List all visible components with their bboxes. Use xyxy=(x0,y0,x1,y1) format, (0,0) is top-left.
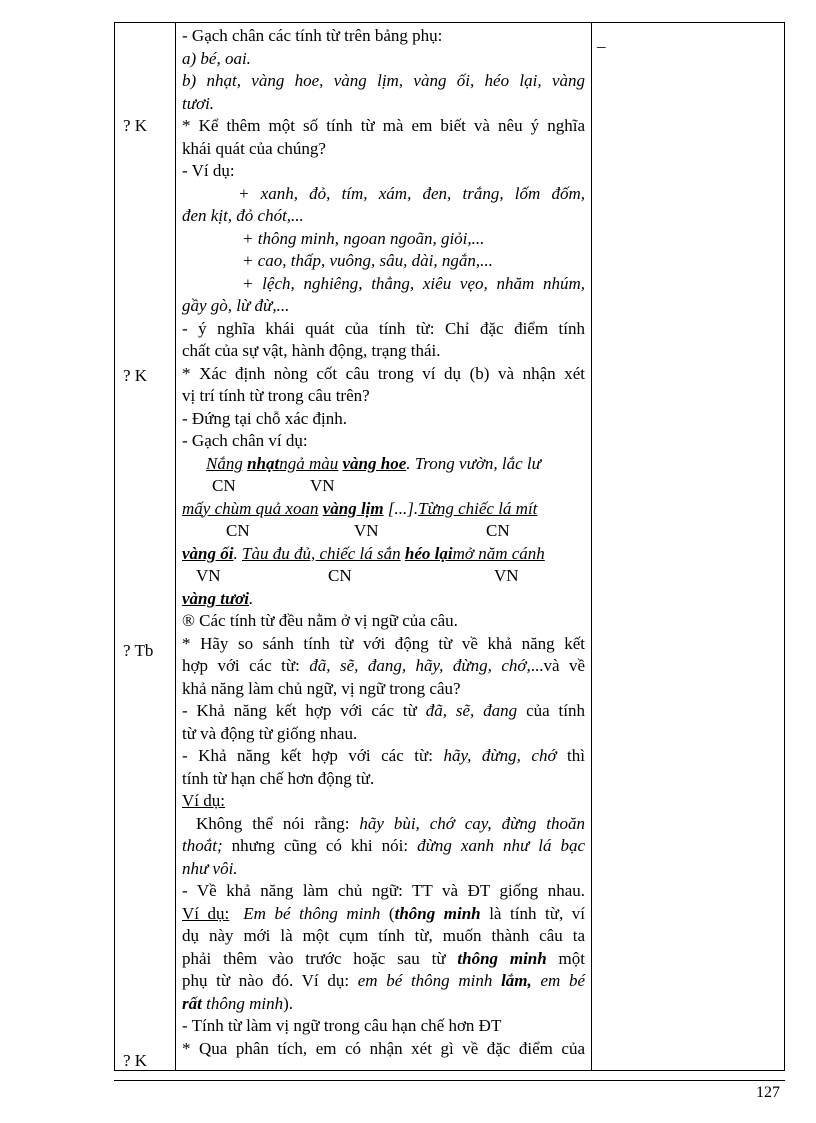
role-label-line xyxy=(182,475,585,498)
subject-phrase: Từng chiếc lá mít xyxy=(418,498,538,518)
text-line: - Khả năng kết hợp với các từ: hãy, đừng, chớ thì xyxy=(182,746,586,765)
role-label-cn: CN xyxy=(328,566,352,585)
subject-phrase: Nắng xyxy=(206,453,243,473)
table-divider xyxy=(591,23,592,1070)
sentence-text: . xyxy=(233,543,242,563)
conclusion-text: Các tính từ đều nằm ở vị ngữ của câu. xyxy=(199,611,458,630)
adjective-highlight: vàng hoe xyxy=(342,453,407,473)
text-line: b) nhạt, vàng hoe, vàng lịm, vàng ối, héo lại, vàng xyxy=(182,71,585,90)
adjective-highlight: vàng lịm xyxy=(322,498,384,518)
text-line: a) bé, oai. xyxy=(182,48,251,68)
text-line: - Gạch chân ví dụ: xyxy=(182,431,308,450)
adjective-highlight: héo lại xyxy=(404,543,453,563)
text-line: đen kịt, đỏ chót,... xyxy=(182,206,304,225)
text-line: tươi. xyxy=(182,93,215,113)
question-label: ? K xyxy=(123,116,148,135)
text-line: dụ này mới là một cụm tính từ, muốn thành câu ta xyxy=(182,926,585,945)
text-line: phải thêm vào trước hoặc sau từ thông minh một xyxy=(182,948,585,968)
role-label-cn: CN xyxy=(226,521,250,540)
page-number: 127 xyxy=(756,1084,780,1101)
role-label-line xyxy=(182,520,585,543)
text-line: - Khả năng kết hợp với các từ đã, sẽ, đang của tính xyxy=(182,701,585,720)
text-line: - Đứng tại chỗ xác định. xyxy=(182,408,348,428)
example-sentence-line xyxy=(182,588,585,611)
text-line: rất thông minh). xyxy=(182,993,293,1013)
text-line: + cao, thấp, vuông, sâu, dài, ngắn,... xyxy=(242,251,493,270)
text-line: + thông minh, ngoan ngoãn, giỏi,... xyxy=(242,228,485,248)
notes-mark: _ xyxy=(597,31,606,50)
conclusion-arrow-icon: ® xyxy=(182,611,195,630)
role-label-line xyxy=(182,565,585,588)
text-line: vị trí tính từ trong câu trên? xyxy=(182,386,370,405)
role-label-cn: CN xyxy=(212,476,236,495)
text-line: hợp với các từ: đã, sẽ, đang, hãy, đừng, chớ,...và về xyxy=(182,656,585,675)
text-line: Không thể nói rằng: hãy bùi, chớ cay, đừng thoăn xyxy=(196,813,585,833)
text-line: như vôi. xyxy=(182,858,238,878)
subject-phrase: mấy chùm quả xoan xyxy=(182,498,319,518)
example-heading: Ví dụ: xyxy=(182,791,225,810)
text-line: gầy gò, lừ đừ,... xyxy=(182,296,290,315)
text-line: - Gạch chân các tính từ trên bảng phụ: xyxy=(182,26,443,45)
lesson-table xyxy=(114,22,785,1071)
text-line: * Qua phân tích, em có nhận xét gì về đặc điểm của xyxy=(182,1038,585,1058)
text-line: từ và động từ giống nhau. xyxy=(182,723,358,743)
footer-rule xyxy=(114,1080,785,1081)
example-sentence-line xyxy=(182,453,585,476)
predicate-phrase: mở năm cánh xyxy=(452,543,545,563)
content-column xyxy=(182,25,585,1060)
text-line: * Kể thêm một số tính từ mà em biết và nêu ý nghĩa xyxy=(182,116,585,135)
text-line: khái quát của chúng? xyxy=(182,138,326,158)
text-line: - ý nghĩa khái quát của tính từ: Chỉ đặc điểm tính xyxy=(182,318,585,338)
text-line: - Tính từ làm vị ngữ trong câu hạn chế hơn ĐT xyxy=(182,1016,502,1035)
role-label-vn: VN xyxy=(196,566,221,585)
text-line: chất của sự vật, hành động, trạng thái. xyxy=(182,341,441,360)
role-label-vn: VN xyxy=(494,566,519,585)
subject-phrase: Tàu đu đủ, chiếc lá sắn xyxy=(241,543,401,563)
adjective-highlight: nhạt xyxy=(247,453,280,473)
example-sentence-line xyxy=(182,498,585,521)
table-divider xyxy=(175,23,176,1070)
example-sentence-line xyxy=(182,543,585,566)
predicate-phrase: ngả màu xyxy=(279,453,339,473)
text-line: + lệch, nghiêng, thẳng, xiêu vẹo, nhăm nhúm, xyxy=(242,273,585,293)
text-line: * Hãy so sánh tính từ với động từ về khả năng kết xyxy=(182,633,585,653)
text-line: + xanh, đỏ, tím, xám, đen, trắng, lốm đốm, xyxy=(238,183,585,203)
text-line: Ví dụ: Em bé thông minh (thông minh là tính từ, ví xyxy=(182,903,585,923)
text-line: * Xác định nòng cốt câu trong ví dụ (b) và nhận xét xyxy=(182,363,585,383)
text-line: thoắt; nhưng cũng có khi nói: đừng xanh như lá bạc xyxy=(182,836,586,855)
sentence-text: . xyxy=(249,588,254,608)
text-line: - Về khả năng làm chủ ngữ: TT và ĐT giống nhau. xyxy=(182,881,585,900)
text-line: khả năng làm chủ ngữ, vị ngữ trong câu? xyxy=(182,678,461,698)
adjective-highlight: vàng tươi xyxy=(182,588,250,608)
role-label-cn: CN xyxy=(486,521,510,540)
role-label-vn: VN xyxy=(310,476,335,495)
sentence-text: [...]. xyxy=(383,498,419,518)
text-line: - Ví dụ: xyxy=(182,161,235,180)
conclusion-line xyxy=(182,610,585,633)
adjective-highlight: vàng ối xyxy=(182,543,234,563)
question-label: ? Tb xyxy=(123,641,154,660)
question-label: ? K xyxy=(123,1051,148,1070)
question-label: ? K xyxy=(123,366,148,385)
role-label-vn: VN xyxy=(354,521,379,540)
text-line: tính từ hạn chế hơn động từ. xyxy=(182,768,375,788)
text-line: phụ từ nào đó. Ví dụ: em bé thông minh lắm, em bé xyxy=(182,971,585,990)
sentence-text: . Trong vườn, lắc lư xyxy=(406,453,541,473)
notes-column xyxy=(597,31,606,51)
